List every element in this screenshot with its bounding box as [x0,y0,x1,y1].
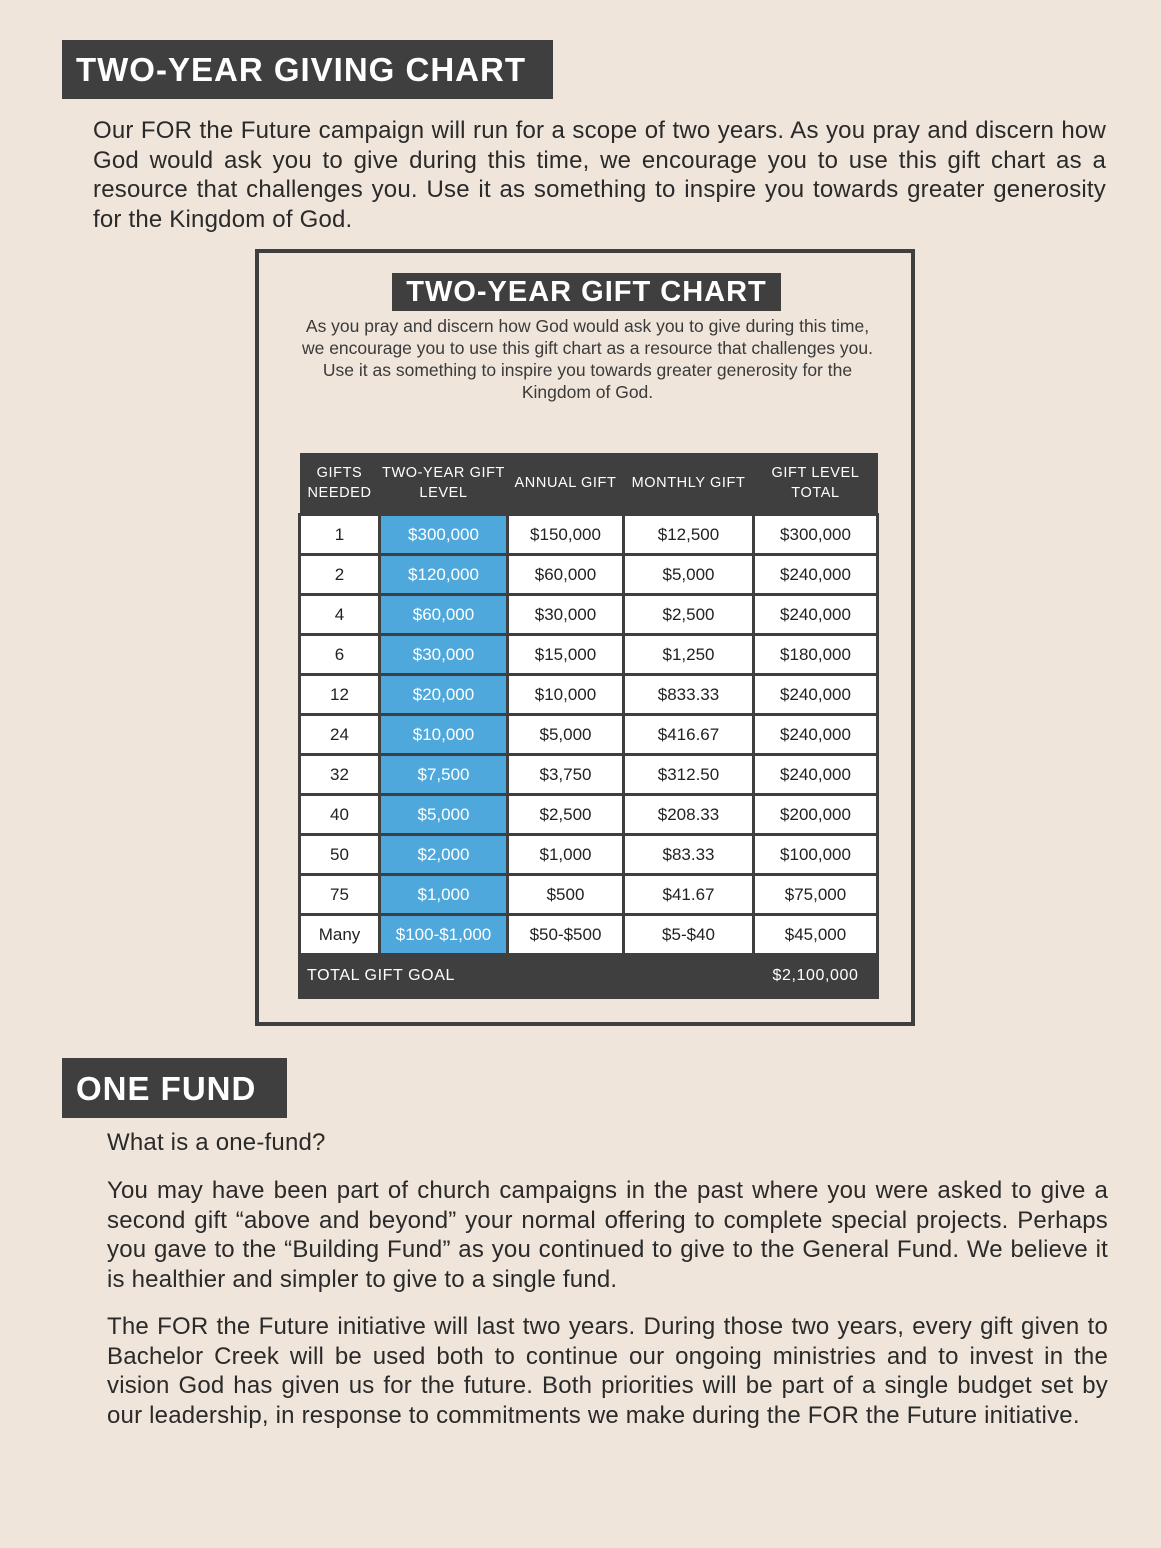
monthly-gift-cell: $41.67 [624,875,754,915]
gift-level-total-cell: $200,000 [754,795,878,835]
gift-level-total-cell: $180,000 [754,635,878,675]
annual-gift-cell: $3,750 [508,755,624,795]
gift-chart-title: TWO-YEAR GIFT CHART [392,273,781,311]
monthly-gift-cell: $2,500 [624,595,754,635]
monthly-gift-cell: $416.67 [624,715,754,755]
table-row [300,675,878,715]
gift-level-total-cell: $300,000 [754,515,878,555]
annual-gift-cell: $10,000 [508,675,624,715]
gifts-needed-cell: Many [300,915,380,955]
gift-level-total-cell: $240,000 [754,595,878,635]
annual-gift-cell: $500 [508,875,624,915]
one-fund-heading: ONE FUND [62,1058,287,1118]
gift-level-total-cell: $240,000 [754,675,878,715]
header-gifts-needed: GIFTS NEEDED [300,453,380,515]
two-year-gift-level-cell: $10,000 [380,715,508,755]
two-year-gift-level-cell: $60,000 [380,595,508,635]
annual-gift-cell: $1,000 [508,835,624,875]
annual-gift-cell: $15,000 [508,635,624,675]
gift-level-total-cell: $240,000 [754,555,878,595]
header-gift-level-total: GIFT LEVEL TOTAL [754,453,878,515]
header-annual-gift: ANNUAL GIFT [508,453,624,515]
table-row [300,835,878,875]
gifts-needed-cell: 12 [300,675,380,715]
two-year-gift-level-cell: $2,000 [380,835,508,875]
gift-level-total-cell: $240,000 [754,755,878,795]
annual-gift-cell: $150,000 [508,515,624,555]
annual-gift-cell: $50-$500 [508,915,624,955]
one-fund-paragraph-2: The FOR the Future initiative will last two years. During those two years, every gift given to Bachelor Creek will be used both to continue our ongoing ministries and to invest in the vision God has given us for the future. Both priorities will be part of a single budget set by our leadership, in response to commitments we make during the FOR the Future initiative. [107,1313,1108,1429]
gifts-needed-cell: 75 [300,875,380,915]
two-year-gift-level-cell: $5,000 [380,795,508,835]
monthly-gift-cell: $5-$40 [624,915,754,955]
monthly-gift-cell: $833.33 [624,675,754,715]
total-gift-goal-label: TOTAL GIFT GOAL [300,955,754,998]
header-monthly-gift: MONTHLY GIFT [624,453,754,515]
table-row [300,715,878,755]
two-year-gift-level-cell: $120,000 [380,555,508,595]
giving-chart-heading: TWO-YEAR GIVING CHART [62,40,553,99]
gifts-needed-cell: 32 [300,755,380,795]
gift-level-total-cell: $75,000 [754,875,878,915]
table-row [300,755,878,795]
table-row [300,595,878,635]
monthly-gift-cell: $312.50 [624,755,754,795]
annual-gift-cell: $2,500 [508,795,624,835]
total-row [300,955,878,998]
table-row [300,635,878,675]
two-year-gift-level-cell: $20,000 [380,675,508,715]
gifts-needed-cell: 4 [300,595,380,635]
annual-gift-cell: $60,000 [508,555,624,595]
gifts-needed-cell: 6 [300,635,380,675]
table-row [300,555,878,595]
gifts-needed-cell: 24 [300,715,380,755]
table-row [300,515,878,555]
total-gift-goal-value: $2,100,000 [754,955,878,998]
gift-chart-table [298,453,879,999]
gifts-needed-cell: 1 [300,515,380,555]
two-year-gift-level-cell: $30,000 [380,635,508,675]
gift-level-total-cell: $240,000 [754,715,878,755]
monthly-gift-cell: $5,000 [624,555,754,595]
gifts-needed-cell: 2 [300,555,380,595]
table-row [300,915,878,955]
gifts-needed-cell: 40 [300,795,380,835]
two-year-gift-level-cell: $300,000 [380,515,508,555]
gift-level-total-cell: $100,000 [754,835,878,875]
gift-level-total-cell: $45,000 [754,915,878,955]
annual-gift-cell: $5,000 [508,715,624,755]
giving-intro-paragraph: Our FOR the Future campaign will run for a scope of two years. As you pray and discern how God would ask you to give during this time, we encourage you to use this gift chart as a resource that challenges you. Use it as something to inspire you towards greater generosity for the Kingdom of God. [93,117,1106,233]
monthly-gift-cell: $83.33 [624,835,754,875]
one-fund-question: What is a one-fund? [107,1129,326,1156]
table-row [300,795,878,835]
gifts-needed-cell: 50 [300,835,380,875]
monthly-gift-cell: $12,500 [624,515,754,555]
two-year-gift-level-cell: $7,500 [380,755,508,795]
gift-chart-description: As you pray and discern how God would ask you to give during this time, we encourage you to use this gift chart as a resource that challenges you. Use it as something to inspire you towards greater generosity for the Kingdom of God. [301,316,874,402]
annual-gift-cell: $30,000 [508,595,624,635]
two-year-gift-level-cell: $1,000 [380,875,508,915]
one-fund-paragraph-1: You may have been part of church campaigns in the past where you were asked to give a second gift “above and beyond” your normal offering to complete special projects. Perhaps you gave to the “Building Fund” as you continued to give to the General Fund. We believe it is healthier and simpler to give to a single fund. [107,1177,1108,1293]
table-header-row [300,453,878,515]
table-row [300,875,878,915]
header-two-year-gift-level: TWO-YEAR GIFT LEVEL [380,453,508,515]
monthly-gift-cell: $208.33 [624,795,754,835]
two-year-gift-level-cell: $100-$1,000 [380,915,508,955]
monthly-gift-cell: $1,250 [624,635,754,675]
